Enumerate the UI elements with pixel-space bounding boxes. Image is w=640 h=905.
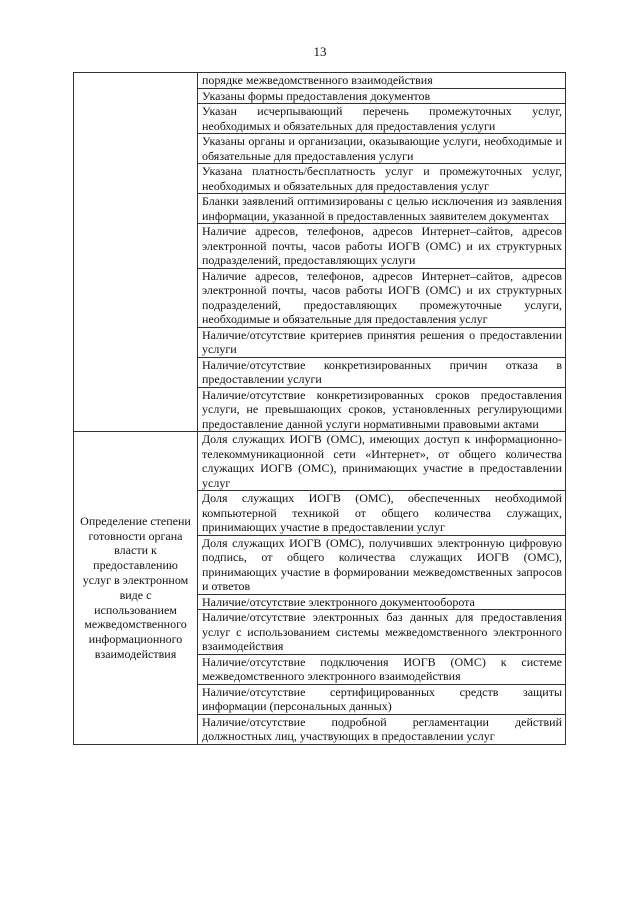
criterion-cell: Наличие/отсутствие сертифицированных средств защиты информации (персональных данных) xyxy=(198,684,566,714)
criterion-cell: Доля служащих ИОГВ (ОМС), обеспеченных необходимой компьютерной техникой от общего количества служащих, принимающих участие в предоставлении услуг xyxy=(198,491,566,536)
category-cell-empty xyxy=(74,73,198,432)
criterion-cell: Наличие/отсутствие конкретизированных причин отказа в предоставлении услуги xyxy=(198,357,566,387)
table-row xyxy=(74,432,566,491)
criterion-cell: Наличие/отсутствие критериев принятия решения о предоставлении услуги xyxy=(198,327,566,357)
criterion-cell: Наличие/отсутствие подключения ИОГВ (ОМС) к системе межведомственного электронного взаимодействия xyxy=(198,654,566,684)
criterion-cell: Бланки заявлений оптимизированы с целью исключения из заявления информации, указанной в предоставленных заявителем документах xyxy=(198,194,566,224)
page-number: 13 xyxy=(313,44,327,59)
criterion-cell: порядке межведомственного взаимодействия xyxy=(198,73,566,89)
criterion-cell: Указаны органы и организации, оказывающие услуги, необходимые и обязательные для предоставления услуги xyxy=(198,134,566,164)
table-row xyxy=(74,73,566,89)
criterion-cell: Наличие адресов, телефонов, адресов Интернет–сайтов, адресов электронной почты, часов работы ИОГВ (ОМС) и их структурных подразделений, предоставляющих услуги xyxy=(198,224,566,269)
criterion-cell: Наличие/отсутствие подробной регламентации действий должностных лиц, участвующих в предоставлении услуг xyxy=(198,714,566,744)
criterion-cell: Указан исчерпывающий перечень промежуточных услуг, необходимых и обязательных для предоставления услуги xyxy=(198,104,566,134)
criterion-cell: Наличие адресов, телефонов, адресов Интернет–сайтов, адресов электронной почты, часов работы ИОГВ (ОМС) и их структурных подразделений, предоставляющих промежуточные услуги, необходимые и обязательные для предоставления услуг xyxy=(198,268,566,327)
criterion-cell: Доля служащих ИОГВ (ОМС), получивших электронную цифровую подпись, от общего количества служащих ИОГВ (ОМС), принимающих участие в формировании межведомственных запросов и ответов xyxy=(198,535,566,594)
criterion-cell: Наличие/отсутствие электронных баз данных для предоставления услуг с использованием системы межведомственного электронного взаимодействия xyxy=(198,610,566,655)
criteria-table xyxy=(73,72,566,745)
criterion-cell: Доля служащих ИОГВ (ОМС), имеющих доступ к информационно-телекоммуникационной сети «Интернет», от общего количества служащих ИОГВ (ОМС), принимающих участие в предоставлении услуг xyxy=(198,432,566,491)
category-cell: Определение степени готовности органа власти к предоставлению услуг в электронном виде с использованием межведомственного информационного взаимодействия xyxy=(74,432,198,745)
criterion-cell: Указана платность/бесплатность услуг и промежуточных услуг, необходимых и обязательных для предоставления услуг xyxy=(198,164,566,194)
criterion-cell: Наличие/отсутствие электронного документооборота xyxy=(198,594,566,610)
criterion-cell: Наличие/отсутствие конкретизированных сроков предоставления услуги, не превышающих сроков, установленных регулирующими предоставление данной услуги нормативными правовыми актами xyxy=(198,387,566,432)
criterion-cell: Указаны формы предоставления документов xyxy=(198,88,566,104)
